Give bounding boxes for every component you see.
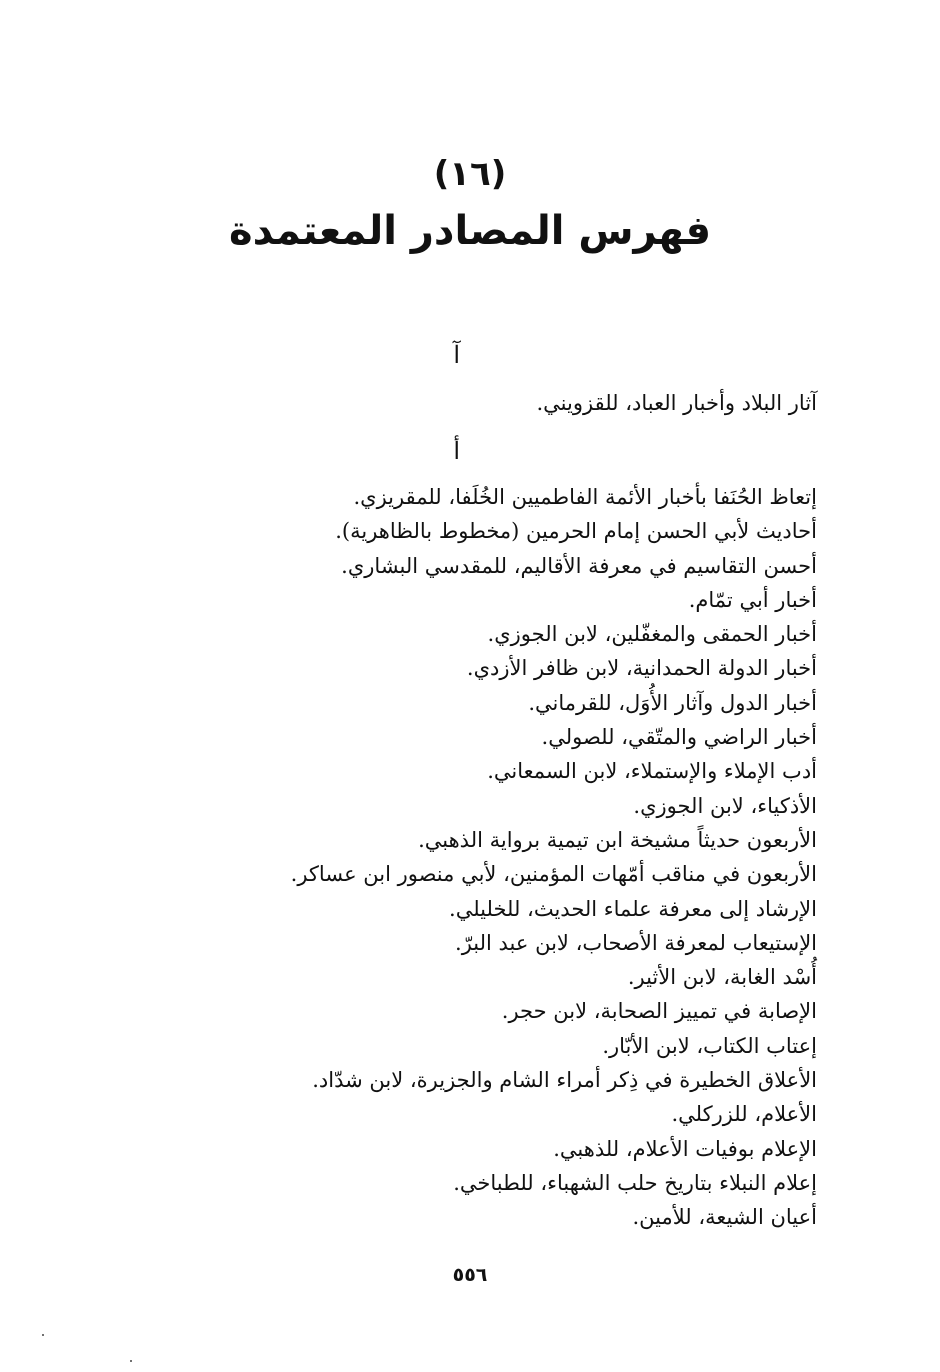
list-item: الأربعون حديثاً مشيخة ابن تيمية برواية الذهبي.	[418, 827, 817, 852]
list-item: الأعلام، للزركلي.	[671, 1102, 817, 1127]
scan-speck	[42, 1334, 44, 1336]
list-item: الإرشاد إلى معرفة علماء الحديث، للخليلي.	[449, 896, 817, 921]
list-item: آثار البلاد وأخبار العباد، للقزويني.	[536, 391, 817, 415]
list-item: إعتاب الكتاب، لابن الأبّار.	[602, 1033, 817, 1058]
list-item: إتعاظ الحُنَفا بأخبار الأئمة الفاطميين الخُلَفا، للمقريزي.	[353, 485, 817, 509]
list-item: الإصابة في تمييز الصحابة، لابن حجر.	[501, 999, 817, 1024]
list-item: إعلام النبلاء بتاريخ حلب الشهباء، للطباخي.	[453, 1170, 817, 1195]
list-item: أخبار الراضي والمتّقي، للصولي.	[541, 725, 817, 750]
scan-speck	[130, 1360, 132, 1362]
list-item: أدب الإملاء والإستملاء، لابن السمعاني.	[487, 759, 817, 784]
list-item: الأعلاق الخطيرة في ذِكر أمراء الشام والجزيرة، لابن شدّاد.	[312, 1068, 817, 1093]
list-item: الإستيعاب لمعرفة الأصحاب، لابن عبد البرّ.	[455, 930, 817, 955]
list-item: أُسْد الغابة، لابن الأثير.	[627, 965, 817, 990]
list-item: أخبار أبي تمّام.	[688, 587, 817, 612]
list-item: أحاديث لأبي الحسن إمام الحرمين (مخطوط بالظاهرية).	[335, 519, 817, 544]
list-item: أخبار الدولة الحمدانية، لابن ظافر الأزدي.	[466, 656, 817, 681]
page-number: ٥٥٦	[452, 1264, 488, 1286]
list-item: أخبار الدول وآثار الأُوَل، للقرماني.	[528, 690, 817, 715]
section-number: (١٦)	[433, 154, 507, 194]
letter-heading-alef-hamza: أ	[453, 437, 460, 465]
section-title: فهرس المصادر المعتمدة	[228, 208, 712, 254]
entry-list-alef-hamza	[291, 480, 817, 1235]
list-item: أعيان الشيعة، للأمين.	[632, 1205, 817, 1230]
entry-list-alef-madda	[537, 386, 818, 420]
list-item: الإعلام بوفيات الأعلام، للذهبي.	[553, 1136, 817, 1161]
list-item: الأذكياء، لابن الجوزي.	[633, 793, 817, 818]
list-item: أحسن التقاسيم في معرفة الأقاليم، للمقدسي البشاري.	[341, 553, 817, 578]
list-item: الأربعون في مناقب أمّهات المؤمنين، لأبي منصور ابن عساكر.	[290, 862, 817, 887]
list-item: أخبار الحمقى والمغفّلين، لابن الجوزي.	[487, 622, 817, 647]
letter-heading-alef-madda: آ	[453, 341, 460, 369]
